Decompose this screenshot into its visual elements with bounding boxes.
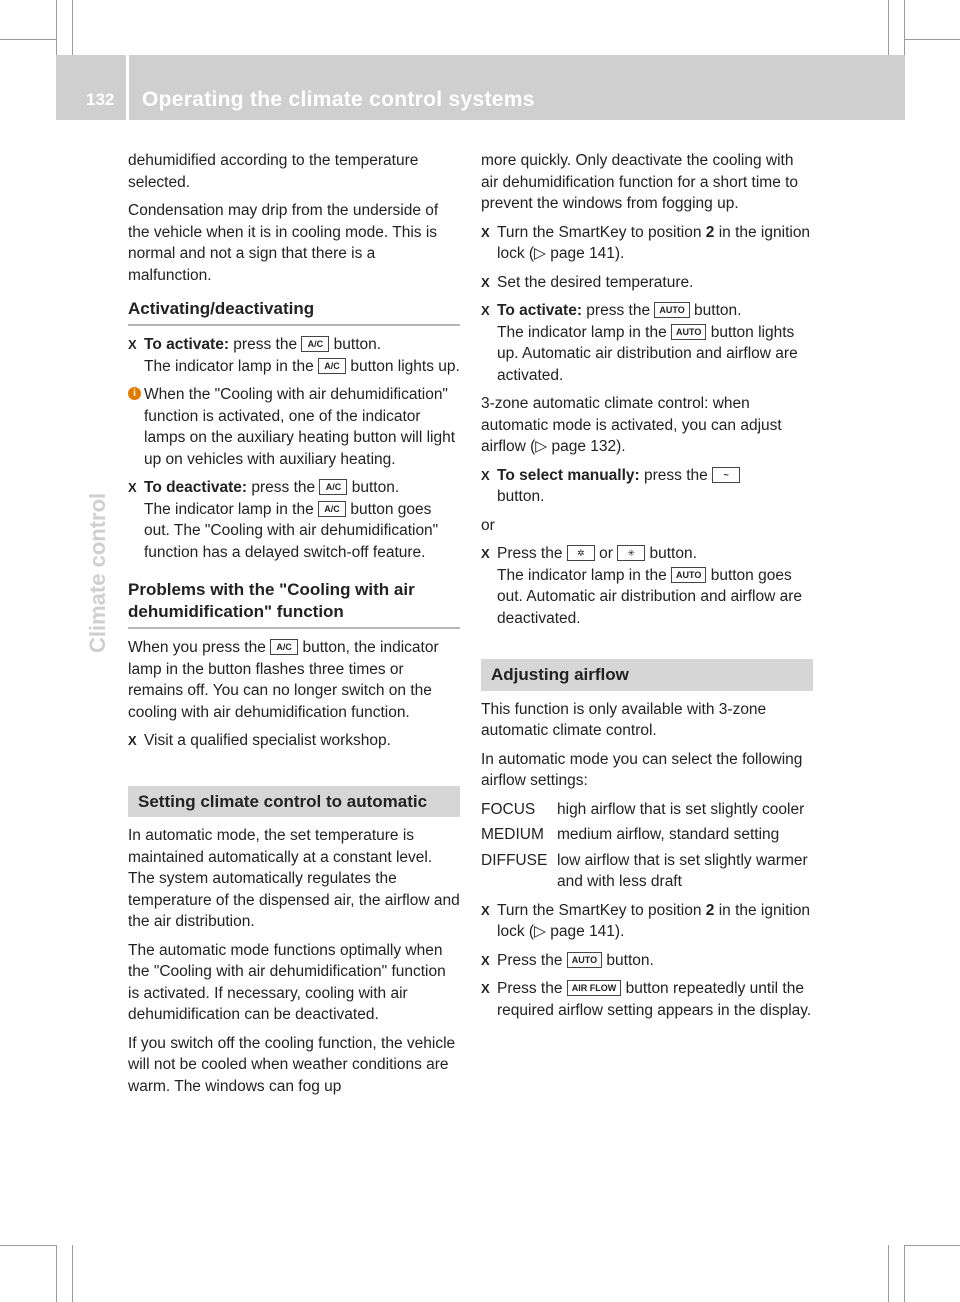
side-tab-label: Climate control <box>85 492 110 653</box>
step-activate: X To activate: press the A/C button. The indicator lamp in the A/C button lights up. <box>128 336 460 375</box>
step-marker-icon: X <box>481 467 490 483</box>
right-column <box>481 150 813 1028</box>
step-smartkey-2: X Turn the SmartKey to position 2 in the ignition lock (▷ page 141). <box>481 901 811 940</box>
subheading-problems: Problems with the "Cooling with air dehumidification" function <box>128 579 460 629</box>
step-marker-icon: X <box>128 480 137 495</box>
step-fan: X Press the ✲ or ✳ button. The indicator lamp in the AUTO button goes out. Automatic air distribution and airflow are deactivated. <box>481 545 802 627</box>
fan-increase-button-icon: ✲ <box>567 545 595 561</box>
crop-mark <box>905 39 960 40</box>
setting-description: low airflow that is set slightly warmer and with less draft <box>557 851 808 890</box>
step-marker-icon: X <box>481 902 490 918</box>
info-icon: i <box>128 387 141 400</box>
left-column <box>128 150 460 1104</box>
fan-decrease-button-icon: ✳ <box>617 545 645 561</box>
crop-mark <box>905 1245 960 1246</box>
paragraph: This function is only available with 3-zone automatic climate control. <box>481 700 767 739</box>
crop-mark <box>72 1245 73 1302</box>
step-press-airflow: X Press the AIR FLOW button repeatedly until the required airflow setting appears in the display. <box>481 980 812 1019</box>
ac-button-icon: A/C <box>318 501 346 517</box>
step-auto-activate: X To activate: press the AUTO button. The indicator lamp in the AUTO button lights up. Automatic air distribution and airflow are activated. <box>481 302 798 384</box>
step-marker-icon: X <box>481 952 490 968</box>
step-workshop: X Visit a qualified specialist workshop. <box>128 730 460 752</box>
info-note: i When the "Cooling with air dehumidification" function is activated, one of the indicator lamps on the auxiliary heating button will light up on vehicles with auxiliary heating. <box>128 384 460 470</box>
page-ref-icon: ▷ <box>534 923 546 940</box>
step-manual: X To select manually: press the ~ button. <box>481 465 813 508</box>
table-row <box>481 850 813 893</box>
crop-mark <box>888 1245 889 1302</box>
table-row <box>481 799 813 821</box>
crop-mark <box>904 0 905 55</box>
air-distribution-button-icon: ~ <box>712 467 740 483</box>
header-divider <box>126 55 129 120</box>
page-ref-icon: ▷ <box>534 245 546 262</box>
crop-mark <box>72 0 73 55</box>
paragraph: In automatic mode, the set temperature is maintained automatically at a constant level. The system automatically regulates the temperature of the dispensed air, the airflow and the air distribution. <box>128 827 460 930</box>
heading-airflow: Adjusting airflow <box>481 659 813 691</box>
step-marker-icon: X <box>481 274 490 290</box>
crop-mark <box>904 1245 905 1302</box>
step-marker-icon: X <box>128 337 137 352</box>
heading-automatic: Setting climate control to automatic <box>128 786 460 818</box>
airflow-button-icon: AIR FLOW <box>567 980 622 996</box>
page-number: 132 <box>86 90 115 109</box>
step-marker-icon: X <box>481 981 490 996</box>
auto-button-icon: AUTO <box>567 952 602 968</box>
airflow-settings-table <box>481 799 813 893</box>
step-marker-icon: X <box>481 303 490 318</box>
auto-button-icon: AUTO <box>671 324 706 340</box>
setting-name: MEDIUM <box>481 826 544 843</box>
step-temperature: X Set the desired temperature. <box>481 272 813 294</box>
paragraph: dehumidified according to the temperature selected. <box>128 152 419 191</box>
subheading-activating: Activating/deactivating <box>128 298 460 326</box>
crop-mark <box>888 0 889 55</box>
auto-button-icon: AUTO <box>671 567 706 583</box>
setting-name: FOCUS <box>481 800 536 818</box>
crop-mark <box>56 1245 57 1302</box>
crop-mark <box>56 0 57 55</box>
paragraph: The automatic mode functions optimally when the "Cooling with air dehumidification" function is activated. If necessary, cooling with air dehumidification can be deactivated. <box>128 941 446 1023</box>
paragraph: Condensation may drip from the underside of the vehicle when it is in cooling mode. This is normal and not a sign that there is a malfunction. <box>128 202 439 284</box>
paragraph: When you press the A/C button, the indicator lamp in the button flashes three times or remains off. You can no longer switch on the cooling with air dehumidification function. <box>128 639 439 721</box>
table-row <box>481 824 813 846</box>
step-press-auto: X Press the AUTO button. <box>481 950 813 972</box>
crop-mark <box>0 39 56 40</box>
paragraph: more quickly. Only deactivate the cooling with air dehumidification function for a short time to prevent the windows from fogging up. <box>481 152 799 212</box>
setting-description: high airflow that is set slightly cooler <box>557 800 805 818</box>
section-title: Operating the climate control systems <box>142 88 535 111</box>
paragraph: 3-zone automatic climate control: when automatic mode is activated, you can adjust airflow (▷ page 132). <box>481 395 782 455</box>
setting-description: medium airflow, standard setting <box>557 826 780 843</box>
step-smartkey: X Turn the SmartKey to position 2 in the ignition lock (▷ page 141). <box>481 223 811 262</box>
page-ref-icon: ▷ <box>535 438 548 455</box>
paragraph: In automatic mode you can select the following airflow settings: <box>481 750 803 789</box>
step-marker-icon: X <box>481 224 490 240</box>
crop-mark <box>0 1245 56 1246</box>
step-marker-icon: X <box>481 546 490 561</box>
ac-button-icon: A/C <box>301 336 329 352</box>
ac-button-icon: A/C <box>270 639 298 655</box>
or-text: or <box>481 516 495 534</box>
step-marker-icon: X <box>128 733 137 748</box>
auto-button-icon: AUTO <box>654 302 689 318</box>
ac-button-icon: A/C <box>318 358 346 374</box>
setting-name: DIFFUSE <box>481 851 548 869</box>
paragraph: If you switch off the cooling function, the vehicle will not be cooled when weather conditions are warm. The windows can fog up <box>128 1034 456 1095</box>
ac-button-icon: A/C <box>319 479 347 495</box>
step-deactivate: X To deactivate: press the A/C button. The indicator lamp in the A/C button goes out. The "Cooling with air dehumidification" function has a delayed switch-off feature. <box>128 479 439 561</box>
